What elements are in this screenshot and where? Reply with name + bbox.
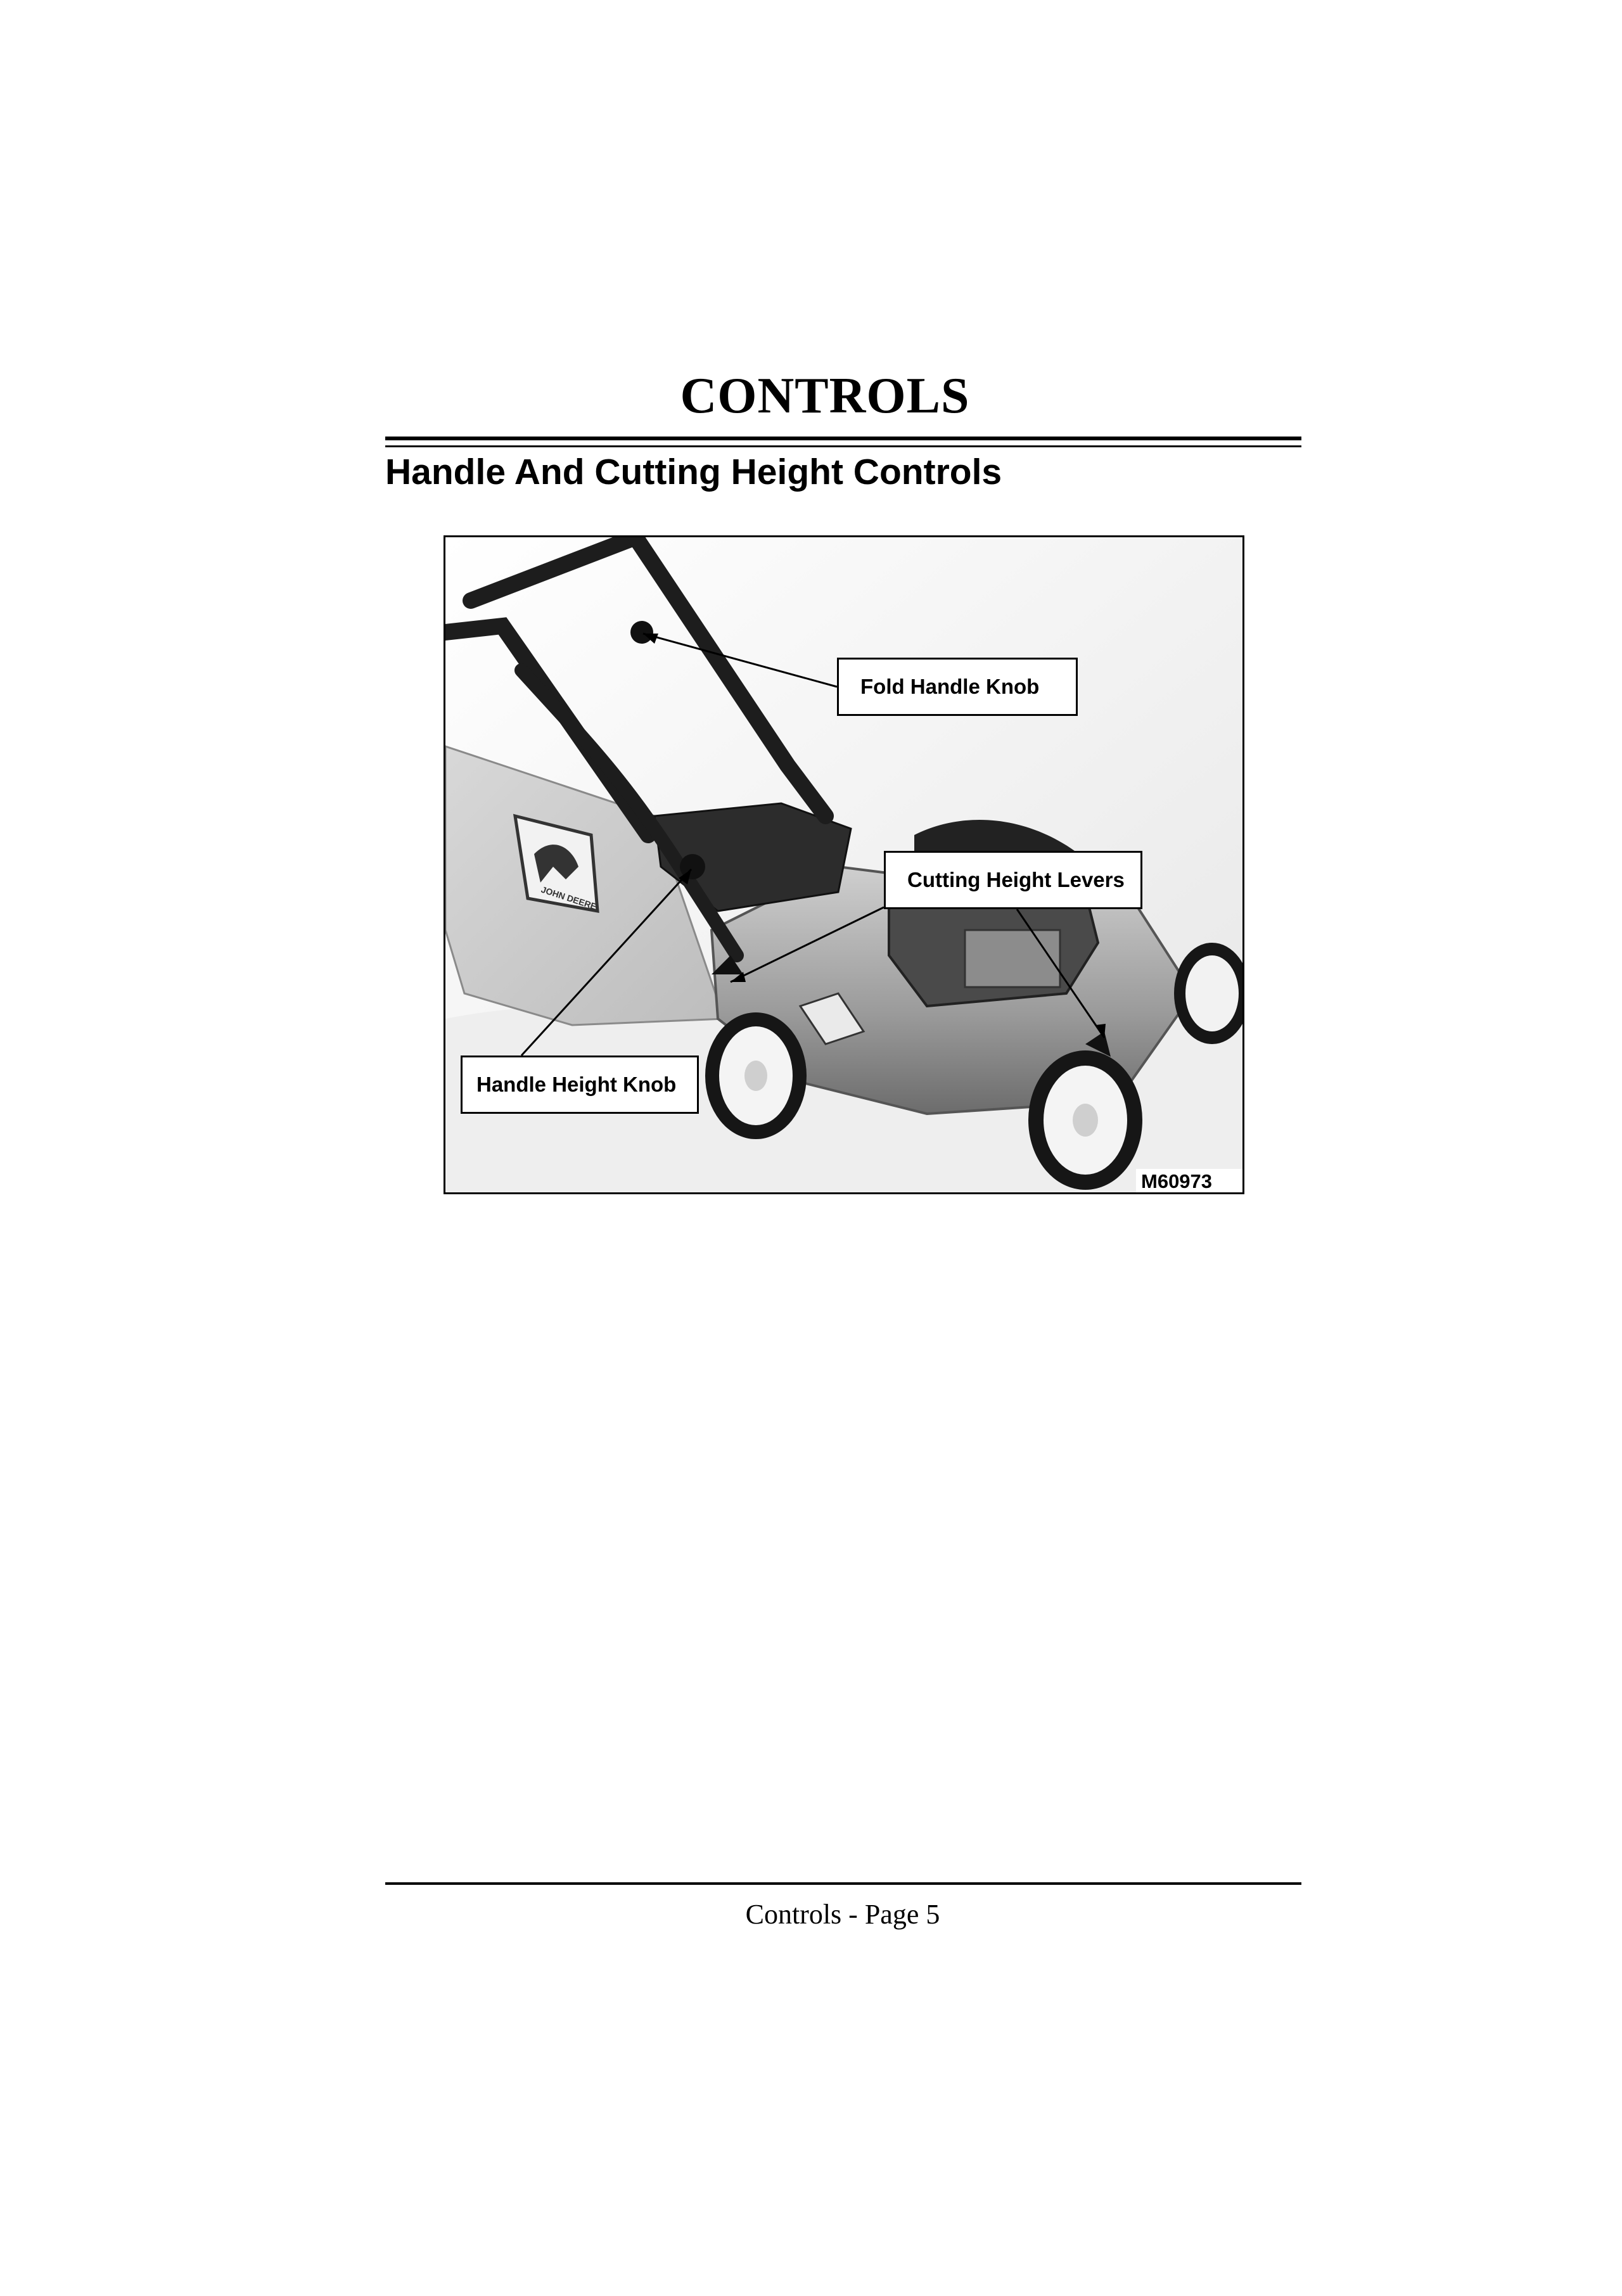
svg-text:JOHN DEERE: JOHN DEERE <box>540 884 598 912</box>
page-footer: Controls - Page 5 <box>745 1899 940 1930</box>
figure-id: M60973 <box>1136 1169 1244 1194</box>
callout-fold-handle-knob: Fold Handle Knob <box>837 658 1078 716</box>
footer-rule <box>385 1882 1301 1885</box>
callout-cutting-height-levers: Cutting Height Levers <box>884 851 1142 909</box>
front-left-wheel <box>705 1012 807 1139</box>
section-heading: Handle And Cutting Height Controls <box>385 452 1002 492</box>
front-right-wheel <box>1028 1050 1142 1190</box>
page-title: CONTROLS <box>680 368 970 424</box>
engine-block <box>965 930 1060 987</box>
mower-figure <box>444 535 1244 1194</box>
fold-handle-knob-icon <box>630 621 653 644</box>
callout-handle-height-knob: Handle Height Knob <box>461 1056 699 1114</box>
title-rule-thick <box>385 437 1301 440</box>
